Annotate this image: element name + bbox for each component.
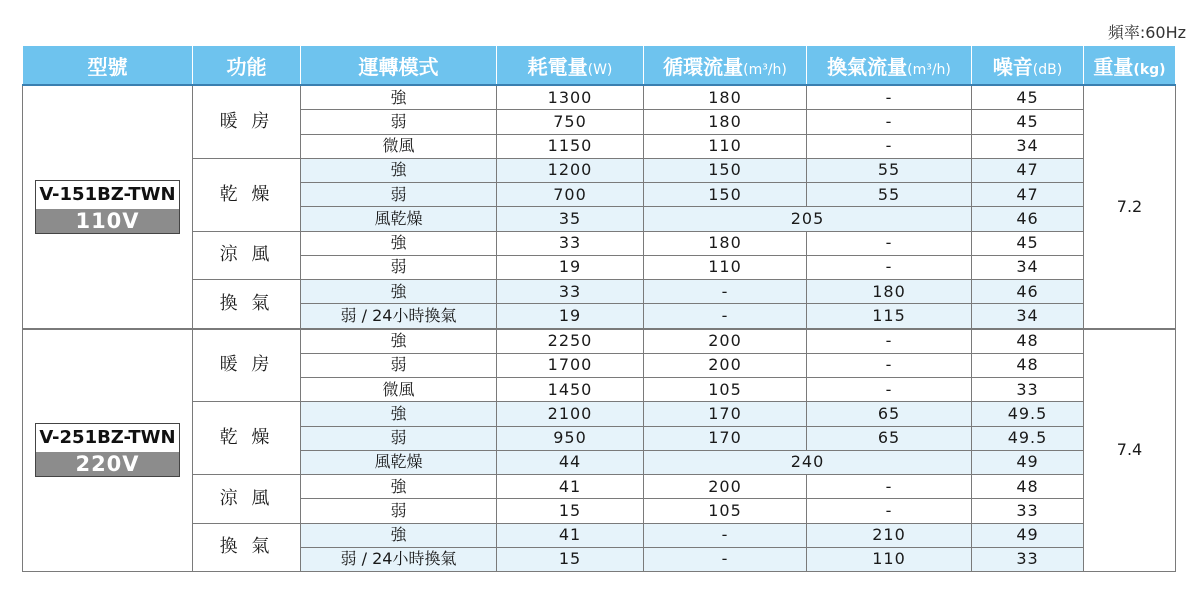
frequency-label: 頻率:60Hz — [1107, 23, 1186, 42]
circulation-cell: 110 — [644, 255, 807, 279]
circulation-cell: 180 — [644, 110, 807, 134]
power-cell: 41 — [497, 475, 644, 499]
power-cell: 35 — [497, 207, 644, 231]
circulation-cell: 150 — [644, 183, 807, 207]
noise-cell: 45 — [972, 85, 1084, 110]
power-cell: 15 — [497, 499, 644, 523]
ventilation-cell: 55 — [807, 158, 972, 182]
mode-cell: 弱 — [301, 255, 497, 279]
power-cell: 19 — [497, 304, 644, 329]
header-row — [23, 46, 1176, 85]
model-badge — [35, 423, 180, 477]
ventilation-cell: 55 — [807, 183, 972, 207]
ventilation-cell: - — [807, 329, 972, 354]
circulation-cell: 200 — [644, 353, 807, 377]
power-cell: 33 — [497, 231, 644, 255]
power-cell: 2250 — [497, 329, 644, 354]
power-cell: 2100 — [497, 402, 644, 426]
mode-cell: 弱 — [301, 426, 497, 450]
power-cell: 41 — [497, 523, 644, 547]
header-model: 型號 — [23, 46, 193, 85]
power-cell: 44 — [497, 450, 644, 474]
ventilation-cell: - — [807, 134, 972, 158]
ventilation-cell: - — [807, 378, 972, 402]
noise-cell: 33 — [972, 547, 1084, 571]
table-row — [23, 85, 1176, 110]
noise-cell: 34 — [972, 255, 1084, 279]
noise-cell: 45 — [972, 110, 1084, 134]
noise-cell: 47 — [972, 158, 1084, 182]
model-name: V-251BZ-TWN — [36, 424, 179, 452]
power-cell: 700 — [497, 183, 644, 207]
ventilation-cell: 180 — [807, 280, 972, 304]
noise-cell: 48 — [972, 353, 1084, 377]
weight-cell: 7.2 — [1084, 85, 1176, 329]
mode-cell: 弱 — [301, 499, 497, 523]
ventilation-cell: - — [807, 231, 972, 255]
ventilation-cell: - — [807, 475, 972, 499]
ventilation-cell: - — [807, 255, 972, 279]
noise-cell: 49.5 — [972, 402, 1084, 426]
function-cell: 涼 風 — [193, 475, 301, 524]
function-cell: 暖 房 — [193, 85, 301, 158]
header-noise: 噪音(dB) — [972, 46, 1084, 85]
circulation-cell: - — [644, 280, 807, 304]
noise-cell: 46 — [972, 280, 1084, 304]
mode-cell: 弱 / 24小時換氣 — [301, 547, 497, 571]
mode-cell: 弱 / 24小時換氣 — [301, 304, 497, 329]
power-cell: 1200 — [497, 158, 644, 182]
circulation-cell: 150 — [644, 158, 807, 182]
circulation-cell: - — [644, 304, 807, 329]
noise-cell: 48 — [972, 329, 1084, 354]
noise-cell: 46 — [972, 207, 1084, 231]
circulation-cell: - — [644, 523, 807, 547]
power-cell: 950 — [497, 426, 644, 450]
header-circulation: 循環流量(m³/h) — [644, 46, 807, 85]
power-cell: 1700 — [497, 353, 644, 377]
mode-cell: 風乾燥 — [301, 207, 497, 231]
model-voltage: 220V — [36, 452, 179, 476]
function-cell: 涼 風 — [193, 231, 301, 280]
mode-cell: 強 — [301, 231, 497, 255]
mode-cell: 弱 — [301, 183, 497, 207]
model-badge — [35, 180, 180, 234]
mode-cell: 強 — [301, 280, 497, 304]
flow-merged-cell: 240 — [644, 450, 972, 474]
header-power: 耗電量(W) — [497, 46, 644, 85]
power-cell: 33 — [497, 280, 644, 304]
ventilation-cell: - — [807, 499, 972, 523]
noise-cell: 49 — [972, 450, 1084, 474]
mode-cell: 弱 — [301, 353, 497, 377]
mode-cell: 強 — [301, 85, 497, 110]
circulation-cell: 170 — [644, 426, 807, 450]
mode-cell: 強 — [301, 158, 497, 182]
power-cell: 1150 — [497, 134, 644, 158]
mode-cell: 強 — [301, 329, 497, 354]
noise-cell: 48 — [972, 475, 1084, 499]
circulation-cell: 170 — [644, 402, 807, 426]
circulation-cell: 200 — [644, 329, 807, 354]
noise-cell: 49 — [972, 523, 1084, 547]
table-row — [23, 523, 1176, 547]
power-cell: 19 — [497, 255, 644, 279]
spec-body — [23, 85, 1176, 572]
table-row — [23, 158, 1176, 182]
circulation-cell: 180 — [644, 85, 807, 110]
noise-cell: 34 — [972, 134, 1084, 158]
circulation-cell: 110 — [644, 134, 807, 158]
model-name: V-151BZ-TWN — [36, 181, 179, 209]
function-cell: 換 氣 — [193, 280, 301, 329]
table-row — [23, 402, 1176, 426]
ventilation-cell: 65 — [807, 426, 972, 450]
circulation-cell: - — [644, 547, 807, 571]
noise-cell: 33 — [972, 378, 1084, 402]
ventilation-cell: - — [807, 85, 972, 110]
ventilation-cell: 115 — [807, 304, 972, 329]
power-cell: 1300 — [497, 85, 644, 110]
power-cell: 1450 — [497, 378, 644, 402]
noise-cell: 33 — [972, 499, 1084, 523]
ventilation-cell: 110 — [807, 547, 972, 571]
circulation-cell: 105 — [644, 378, 807, 402]
power-cell: 15 — [497, 547, 644, 571]
table-row — [23, 475, 1176, 499]
table-row — [23, 329, 1176, 354]
mode-cell: 強 — [301, 402, 497, 426]
mode-cell: 微風 — [301, 378, 497, 402]
header-ventilation: 換氣流量(m³/h) — [807, 46, 972, 85]
function-cell: 換 氣 — [193, 523, 301, 572]
mode-cell: 風乾燥 — [301, 450, 497, 474]
ventilation-cell: 210 — [807, 523, 972, 547]
model-cell — [23, 85, 193, 329]
ventilation-cell: - — [807, 353, 972, 377]
ventilation-cell: - — [807, 110, 972, 134]
table-row — [23, 280, 1176, 304]
header-mode: 運轉模式 — [301, 46, 497, 85]
circulation-cell: 200 — [644, 475, 807, 499]
mode-cell: 強 — [301, 523, 497, 547]
power-cell: 750 — [497, 110, 644, 134]
mode-cell: 弱 — [301, 110, 497, 134]
mode-cell: 微風 — [301, 134, 497, 158]
noise-cell: 34 — [972, 304, 1084, 329]
function-cell: 暖 房 — [193, 329, 301, 402]
model-voltage: 110V — [36, 209, 179, 233]
function-cell: 乾 燥 — [193, 158, 301, 231]
spec-table — [22, 46, 1176, 572]
noise-cell: 45 — [972, 231, 1084, 255]
circulation-cell: 105 — [644, 499, 807, 523]
function-cell: 乾 燥 — [193, 402, 301, 475]
header-weight: 重量(kg) — [1084, 46, 1176, 85]
ventilation-cell: 65 — [807, 402, 972, 426]
header-function: 功能 — [193, 46, 301, 85]
circulation-cell: 180 — [644, 231, 807, 255]
mode-cell: 強 — [301, 475, 497, 499]
flow-merged-cell: 205 — [644, 207, 972, 231]
noise-cell: 47 — [972, 183, 1084, 207]
weight-cell: 7.4 — [1084, 329, 1176, 572]
noise-cell: 49.5 — [972, 426, 1084, 450]
model-cell — [23, 329, 193, 572]
table-row — [23, 231, 1176, 255]
